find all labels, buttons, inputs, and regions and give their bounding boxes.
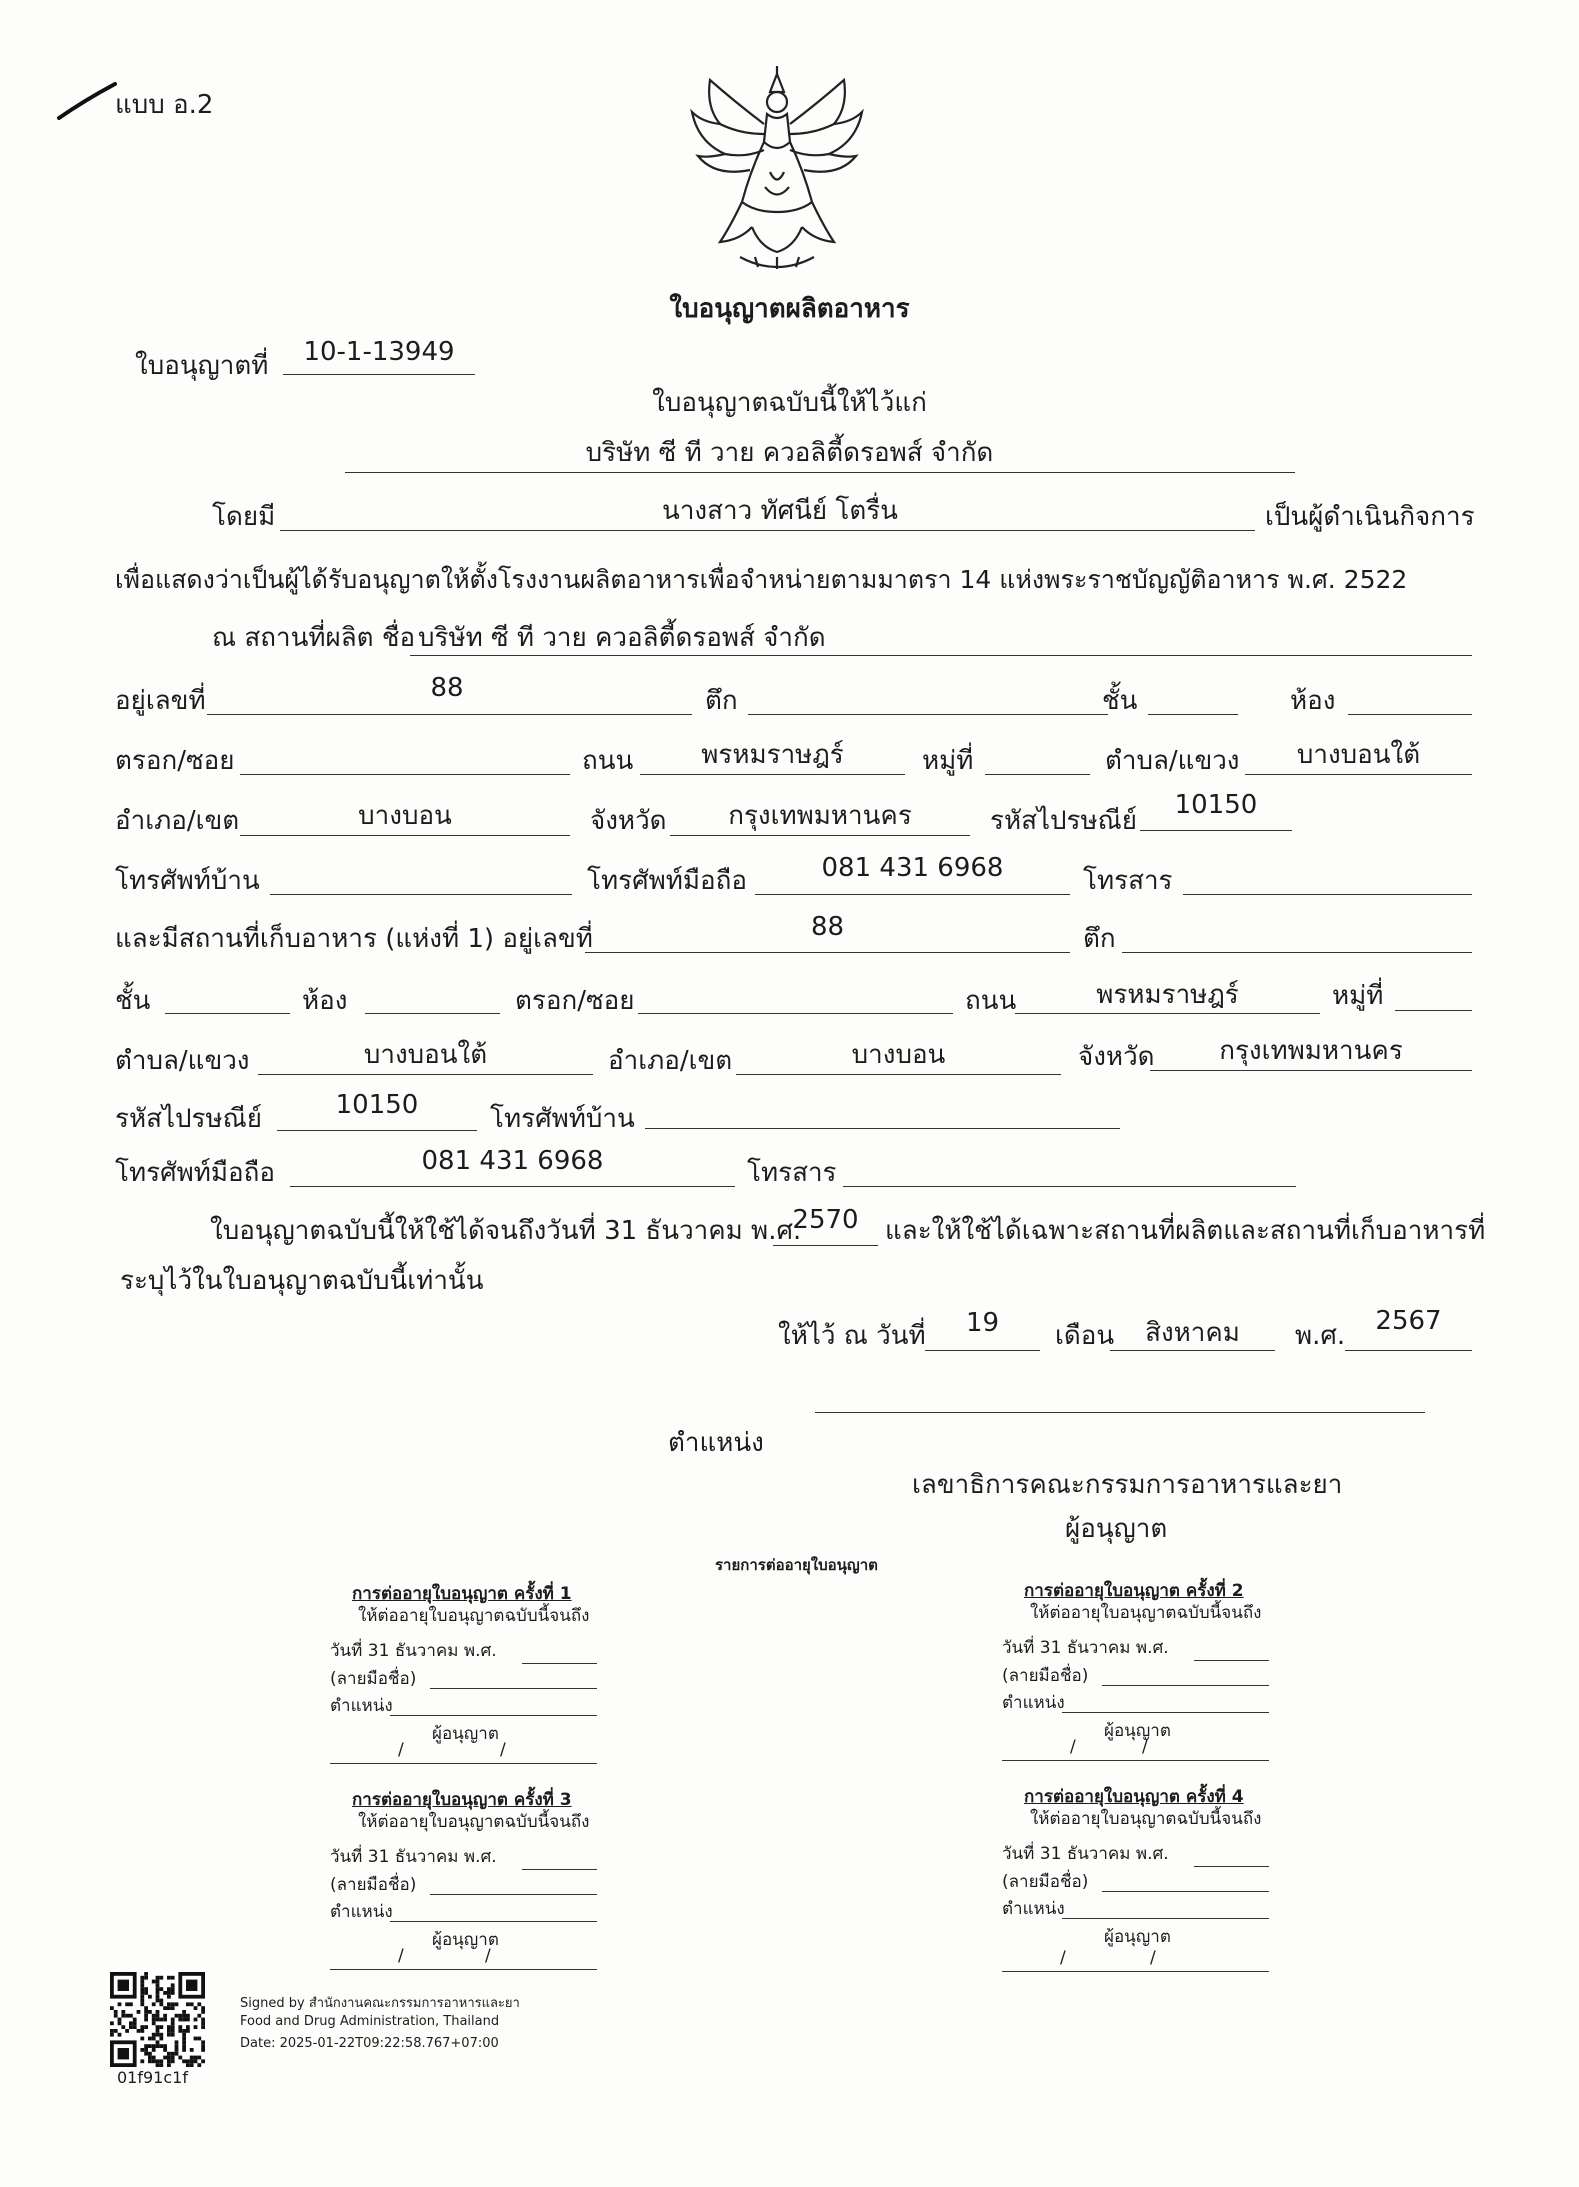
site-home-phone-line [270,894,572,895]
by-label: โดยมี [212,502,276,532]
renewal-year-line [1194,1866,1269,1867]
renewal-sign-line [430,1894,597,1895]
renewal-position-label: ตำแหน่ง [1002,1693,1065,1713]
renewal-title: การต่ออายุใบอนุญาต ครั้งที่ 2 [1024,1581,1244,1601]
given-day: 19 [965,1308,1000,1338]
road-label: ถนน [582,746,634,776]
province-label: จังหวัด [590,806,667,836]
renewal-title: การต่ออายุใบอนุญาต ครั้งที่ 3 [352,1790,572,1810]
subdistrict-label: ตำบล/แขวง [1105,746,1240,776]
wh-house-no-line [585,952,1070,953]
site-postcode: 10150 [1174,790,1258,820]
site-floor-line [1148,714,1238,715]
validity-suffix: และให้ใช้ได้เฉพาะสถานที่ผลิตและสถานที่เก็บอาหารที่ [885,1216,1486,1246]
validity-year-line [773,1245,878,1246]
wh-district-label: อำเภอ/เขต [608,1046,733,1076]
warehouse-label: และมีสถานที่เก็บอาหาร (แห่งที่ 1) อยู่เลขที่ [115,924,593,954]
month-label: เดือน [1055,1321,1115,1351]
signed-org: Food and Drug Administration, Thailand [240,2014,500,2029]
renewal-sign-line [1102,1685,1269,1686]
renewal-licensor-label: ผู้อนุญาต [432,1724,499,1744]
room-label: ห้อง [1290,686,1336,716]
renewal-year-line [1194,1660,1269,1661]
renewal-slash: / [1070,1737,1076,1757]
site-province-line [670,835,970,836]
renewal-extend-label: ให้ต่ออายุใบอนุญาตฉบับนี้จนถึง [1030,1809,1262,1829]
renewal-sign-label: (ลายมือชื่อ) [330,1875,417,1895]
wh-fax-line [843,1186,1296,1187]
signed-by: Signed by สำนักงานคณะกรรมการอาหารและยา [240,1996,520,2011]
renewal-position-line [390,1921,597,1922]
renewal-bottom-line [330,1969,597,1970]
wh-home-phone-label: โทรศัพท์บ้าน [490,1104,635,1134]
wh-province-line [1150,1070,1472,1071]
given-day-line [925,1350,1040,1351]
renewal-date-label: วันที่ 31 ธันวาคม พ.ศ. [330,1641,497,1661]
site-subdistrict-line [1245,774,1472,775]
renewal-extend-label: ให้ต่ออายุใบอนุญาตฉบับนี้จนถึง [358,1606,590,1626]
renewal-extend-label: ให้ต่ออายุใบอนุญาตฉบับนี้จนถึง [358,1812,590,1832]
soi-label: ตรอก/ซอย [115,746,235,776]
renewal-licensor-label: ผู้อนุญาต [1104,1721,1171,1741]
renewal-title: การต่ออายุใบอนุญาต ครั้งที่ 4 [1024,1787,1244,1807]
site-road-line [640,774,905,775]
postcode-label: รหัสไปรษณีย์ [990,806,1138,836]
site-district-line [240,835,570,836]
qr-code-text: 01f91c1f [117,2068,188,2087]
renewal-slash: / [485,1946,491,1966]
site-name: บริษัท ซี ที วาย ควอลิตี้ดรอพส์ จำกัด [418,623,826,653]
wh-road-line [1015,1013,1320,1014]
site-label: ณ สถานที่ผลิต ชื่อ [212,623,416,653]
renewal-slash: / [1142,1737,1148,1757]
site-postcode-line [1140,830,1292,831]
wh-mobile: 081 431 6968 [421,1146,604,1176]
year-label: พ.ศ. [1295,1321,1346,1351]
given-year: 2567 [1375,1306,1442,1336]
wh-postcode: 10150 [335,1090,419,1120]
renewal-bottom-line [1002,1971,1269,1972]
wh-mobile-line [290,1186,735,1187]
wh-road-label: ถนน [965,986,1017,1016]
renewal-sign-label: (ลายมือชื่อ) [330,1669,417,1689]
issued-to-label: ใบอนุญาตฉบับนี้ให้ไว้แก่ [652,388,927,418]
wh-moo-label: หมู่ที่ [1332,981,1384,1011]
signature-line [815,1412,1425,1413]
wh-room-label: ห้อง [302,986,348,1016]
renewal-position-label: ตำแหน่ง [330,1902,393,1922]
license-no: 10-1-13949 [303,337,455,367]
renewal-slash: / [398,1946,404,1966]
wh-moo-line [1395,1010,1472,1011]
renewal-extend-label: ให้ต่ออายุใบอนุญาตฉบับนี้จนถึง [1030,1603,1262,1623]
wh-home-phone-line [645,1128,1120,1129]
wh-postcode-label: รหัสไปรษณีย์ [115,1104,263,1134]
wh-subdistrict: บางบอนใต้ [363,1040,488,1070]
renewal-position-line [1062,1918,1269,1919]
validity-line2: ระบุไว้ในใบอนุญาตฉบับนี้เท่านั้น [120,1266,484,1296]
renewal-year-line [522,1869,597,1870]
house-no-label: อยู่เลขที่ [115,686,206,716]
statement: เพื่อแสดงว่าเป็นผู้ได้รับอนุญาตให้ตั้งโรงงานผลิตอาหารเพื่อจำหน่ายตามมาตรา 14 แห่งพระราชบัญญัติอาหาร พ.ศ. 2522 [115,565,1408,594]
renewal-position-line [390,1715,597,1716]
validity-prefix: ใบอนุญาตฉบับนี้ให้ใช้ได้จนถึงวันที่ 31 ธันวาคม พ.ศ. [210,1216,802,1246]
given-month: สิงหาคม [1145,1318,1240,1348]
renewal-slash: / [1150,1948,1156,1968]
renewal-sign-label: (ลายมือชื่อ) [1002,1872,1089,1892]
site-province: กรุงเทพมหานคร [728,801,912,831]
renewal-bottom-line [1002,1760,1269,1761]
wh-postcode-line [277,1130,477,1131]
wh-fax-label: โทรสาร [747,1158,837,1188]
site-name-line [410,655,1472,656]
site-moo-line [985,774,1090,775]
wh-soi-label: ตรอก/ซอย [515,986,635,1016]
garuda-emblem-icon [680,62,875,277]
site-subdistrict: บางบอนใต้ [1296,740,1421,770]
floor-label: ชั้น [1102,686,1138,716]
document-title: ใบอนุญาตผลิตอาหาร [669,294,910,324]
wh-road: พรหมราษฎร์ [1096,980,1239,1010]
signed-date: Date: 2025-01-22T09:22:58.767+07:00 [240,2036,499,2051]
validity-year: 2570 [792,1205,859,1235]
wh-district: บางบอน [851,1040,946,1070]
given-month-line [1110,1350,1275,1351]
wh-building-label: ตึก [1083,924,1116,954]
renewal-year-line [522,1663,597,1664]
given-year-line [1345,1350,1472,1351]
license-no-line [283,374,475,375]
renewal-slash: / [500,1740,506,1760]
wh-province: กรุงเทพมหานคร [1219,1036,1403,1066]
site-house-no-line [207,714,692,715]
signer-title: เลขาธิการคณะกรรมการอาหารและยา [912,1470,1343,1500]
site-road: พรหมราษฎร์ [701,740,844,770]
renewal-sign-label: (ลายมือชื่อ) [1002,1666,1089,1686]
building-label: ตึก [705,686,738,716]
renewal-heading: รายการต่ออายุใบอนุญาต [715,1556,878,1574]
renewal-title: การต่ออายุใบอนุญาต ครั้งที่ 1 [352,1584,572,1604]
company-name: บริษัท ซี ที วาย ควอลิตี้ดรอพส์ จำกัด [585,438,994,468]
site-district: บางบอน [358,801,452,831]
site-mobile-line [755,894,1070,895]
renewal-date-label: วันที่ 31 ธันวาคม พ.ศ. [1002,1844,1169,1864]
wh-subdistrict-line [258,1074,593,1075]
renewal-sign-line [1102,1891,1269,1892]
renewal-bottom-line [330,1763,597,1764]
wh-district-line [736,1074,1061,1075]
renewal-slash: / [398,1740,404,1760]
home-phone-label: โทรศัพท์บ้าน [115,866,260,896]
site-fax-line [1183,894,1472,895]
license-no-label: ใบอนุญาตที่ [135,351,269,381]
company-line [345,472,1295,473]
site-soi-line [240,774,570,775]
operator-line [280,530,1255,531]
renewal-slash: / [1060,1948,1066,1968]
form-code: แบบ อ.2 [115,90,214,120]
pen-mark-icon [55,78,120,123]
operator-role: เป็นผู้ดำเนินกิจการ [1265,502,1475,532]
wh-house-no: 88 [810,912,845,942]
district-label: อำเภอ/เขต [115,806,240,836]
renewal-position-line [1062,1712,1269,1713]
renewal-position-label: ตำแหน่ง [330,1696,393,1716]
position-label: ตำแหน่ง [668,1428,764,1458]
renewal-licensor-label: ผู้อนุญาต [1104,1927,1171,1947]
site-room-line [1348,714,1472,715]
operator-name: นางสาว ทัศนีย์ โตรื่น [662,496,898,526]
wh-mobile-label: โทรศัพท์มือถือ [115,1158,275,1188]
renewal-position-label: ตำแหน่ง [1002,1899,1065,1919]
wh-subdistrict-label: ตำบล/แขวง [115,1046,250,1076]
site-mobile: 081 431 6968 [821,853,1004,883]
wh-province-label: จังหวัด [1078,1042,1155,1072]
licensor-label: ผู้อนุญาต [1065,1514,1168,1544]
site-building-line [748,714,1108,715]
moo-label: หมู่ที่ [922,746,974,776]
site-house-no: 88 [430,673,464,703]
wh-floor-label: ชั้น [115,986,151,1016]
mobile-label: โทรศัพท์มือถือ [587,866,747,896]
qr-code-icon [110,1972,205,2067]
given-label: ให้ไว้ ณ วันที่ [778,1321,926,1351]
wh-soi-line [638,1013,953,1014]
wh-building-line [1122,952,1472,953]
fax-label: โทรสาร [1083,866,1173,896]
renewal-sign-line [430,1688,597,1689]
wh-room-line [365,1013,500,1014]
renewal-date-label: วันที่ 31 ธันวาคม พ.ศ. [330,1847,497,1867]
renewal-date-label: วันที่ 31 ธันวาคม พ.ศ. [1002,1638,1169,1658]
renewal-licensor-label: ผู้อนุญาต [432,1930,499,1950]
wh-floor-line [165,1013,290,1014]
